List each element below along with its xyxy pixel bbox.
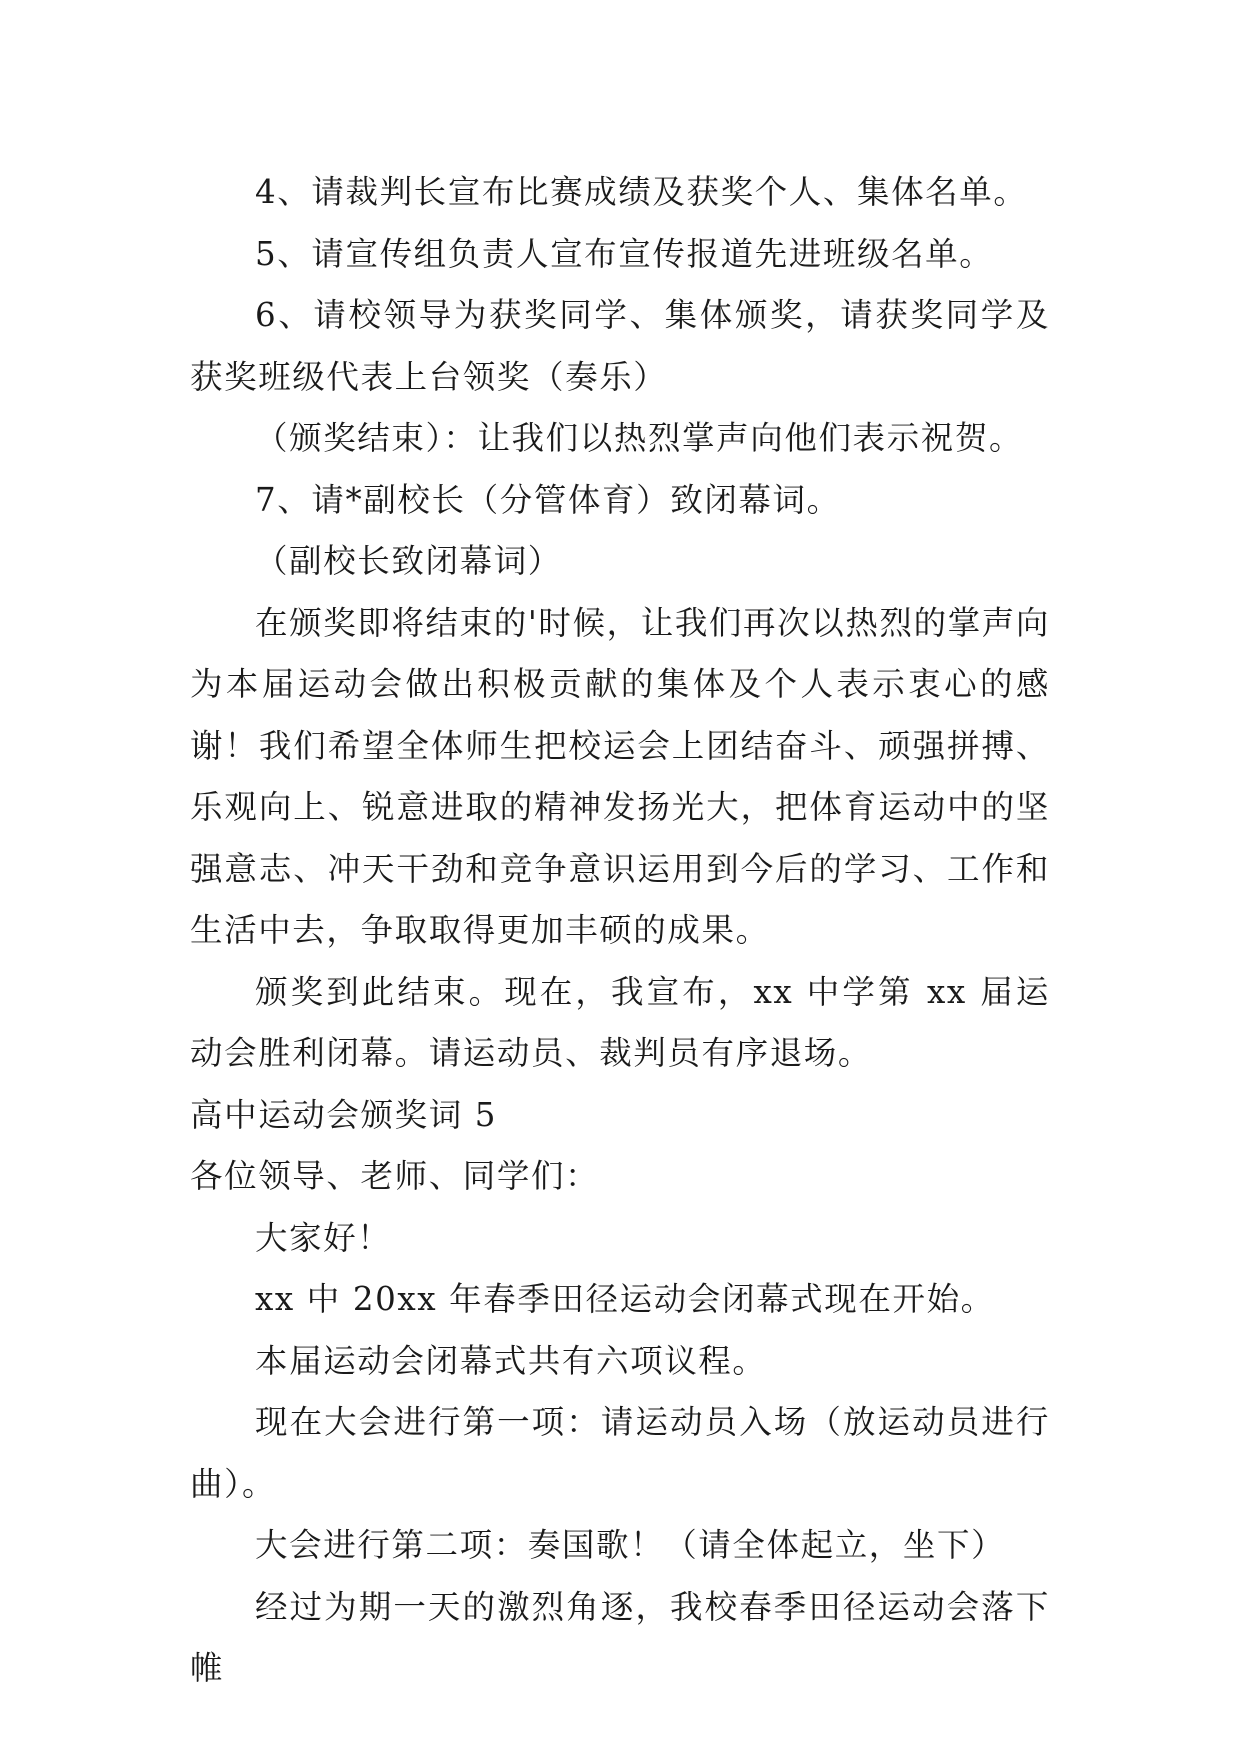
- salutation: 各位领导、老师、同学们：: [190, 1157, 600, 1195]
- paragraph-opening: xx 中 20xx 年春季田径运动会闭幕式现在开始。: [255, 1280, 995, 1318]
- paragraph-item-7: 7、请*副校长（分管体育）致闭幕词。: [255, 480, 841, 519]
- paragraph-item-5: 5、请宣传组负责人宣布宣传报道先进班级名单。: [255, 234, 994, 273]
- paragraph-closing-speech-note: （副校长致闭幕词）: [255, 542, 562, 580]
- section-heading: 高中运动会颁奖词 5: [190, 1095, 498, 1134]
- paragraph-item-4: 4、请裁判长宣布比赛成绩及获奖个人、集体名单。: [255, 173, 1028, 211]
- paragraph-agenda-1: 现在大会进行第一项：请运动员入场（放运动员进行曲）。: [190, 1403, 1050, 1503]
- paragraph-closing-announcement: 颁奖到此结束。现在，我宣布，xx 中学第 xx 届运动会胜利闭幕。请运动员、裁判员有序退场。: [190, 972, 1050, 1072]
- paragraph-award-end: （颁奖结束）：让我们以热烈掌声向他们表示祝贺。: [255, 419, 1024, 457]
- paragraph-thanks: 在颁奖即将结束的'时候，让我们再次以热烈的掌声向为本届运动会做出积极贡献的集体及个人表示衷心的感谢！我们希望全体师生把校运会上团结奋斗、顽强拼搏、乐观向上、锐意进取的精神发扬光大，把体育运动中的坚强意志、冲天干劲和竞争意识运用到今后的学习、工作和生活中去，争取取得更加丰硕的成果。: [190, 603, 1050, 949]
- paragraph-item-6: 6、请校领导为获奖同学、集体颁奖，请获奖同学及获奖班级代表上台领奖（奏乐）: [190, 296, 1050, 396]
- greeting: 大家好！: [255, 1218, 392, 1257]
- paragraph-agenda-count: 本届运动会闭幕式共有六项议程。: [255, 1341, 767, 1380]
- paragraph-competition: 经过为期一天的激烈角逐，我校春季田径运动会落下帷: [190, 1587, 1050, 1687]
- document-body: [190, 162, 1050, 1700]
- paragraph-agenda-2: 大会进行第二项：奏国歌！（请全体起立，坐下）: [255, 1526, 1006, 1564]
